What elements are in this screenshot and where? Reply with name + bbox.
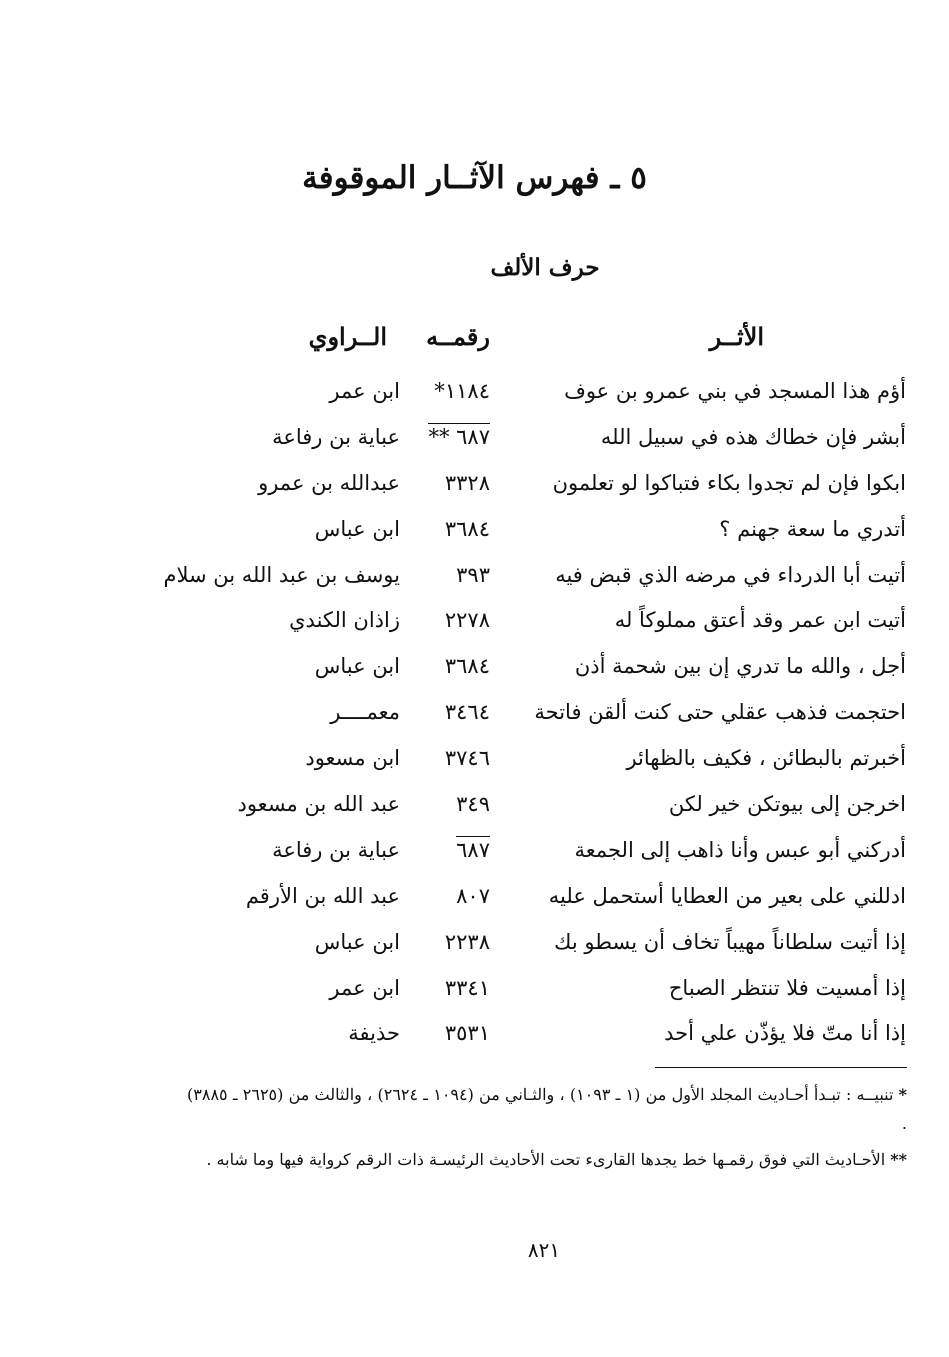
rawi-name: زاذان الكندي (289, 608, 400, 633)
footnote-text: تنبيــه : تبـدأ أحـاديث المجلد الأول من (١ ـ ١٠٩٣) ، والثـاني من (١٠٩٤ ـ ٢٦٢٤) ، والثالث من (٢٦٢٥ ـ ٣٨٨٥) . (187, 1085, 907, 1133)
athar-number: ٣٩٣ (456, 562, 490, 587)
table-row (0, 694, 949, 740)
athar-number: ٨٠٧ (456, 883, 490, 908)
table-row (0, 602, 949, 648)
footnote-text: الأحـاديث التي فوق رقمـها خط يجدها القارىء تحت الأحاديث الرئيسـة ذات الرقم كرواية فيها وما شابه . (206, 1150, 886, 1169)
rawi-name: ابن عمر (329, 975, 400, 1000)
table-row (0, 924, 949, 970)
rawi-name: حذيفة (348, 1021, 400, 1046)
footnote (187, 1145, 907, 1174)
footnotes (187, 1080, 907, 1181)
athar-text: ابكوا فإن لم تجدوا بكاء فتباكوا لو تعلمون (552, 470, 906, 495)
athar-text: إذا أنا متّ فلا يؤذّن علي أحد (664, 1021, 906, 1046)
column-header-number: رقمــه (426, 322, 490, 351)
table-row (0, 557, 949, 603)
rawi-name: عبد الله بن الأرقم (245, 883, 400, 908)
athar-text: أؤم هذا المسجد في بني عمرو بن عوف (564, 379, 906, 403)
table-row (0, 373, 949, 419)
athar-number: ٣٧٤٦ (444, 746, 490, 771)
rawi-name: عباية بن رفاعة (272, 424, 400, 449)
rawi-name: عبدالله بن عمرو (258, 470, 400, 495)
table-row (0, 1015, 949, 1061)
athar-number: ٢٢٣٨ (444, 929, 490, 954)
rawi-name: يوسف بن عبد الله بن سلام (163, 562, 400, 587)
rawi-name: ابن مسعود (305, 746, 400, 771)
footnote-marker: ** (890, 1150, 907, 1169)
rawi-name: ابن عباس (314, 654, 400, 679)
rawi-name: ابن عمر (329, 379, 400, 403)
table-row (0, 740, 949, 786)
athar-number: ٣٥٣١ (444, 1021, 490, 1046)
athar-number: ٣٦٨٤ (444, 654, 490, 679)
athar-number: ٢٢٧٨ (444, 608, 490, 633)
table-row (0, 465, 949, 511)
athar-text: ادللني على بعير من العطايا أستحمل عليه (548, 883, 906, 908)
rawi-name: عباية بن رفاعة (272, 837, 400, 862)
athar-text: إذا أمسيت فلا تنتظر الصباح (668, 975, 906, 1000)
index-table (0, 373, 949, 1061)
athar-text: أدركني أبو عبس وأنا ذاهب إلى الجمعة (574, 837, 906, 862)
athar-text: أتدري ما سعة جهنم ؟ (719, 516, 906, 541)
athar-text: أتيت أبا الدرداء في مرضه الذي قبض فيه (555, 562, 906, 587)
page-title: ٥ ـ فهرس الآثــار الموقوفة (302, 160, 647, 196)
athar-text: إذا أتيت سلطاناً مهيباً تخاف أن يسطو بك (554, 929, 906, 954)
athar-number: ٦٨٧ (456, 837, 490, 862)
athar-text: أجل ، والله ما تدري إن بين شحمة أذن (574, 654, 906, 679)
table-row (0, 786, 949, 832)
athar-number: ٣٦٨٤ (444, 516, 490, 541)
footnote-marker: * (898, 1085, 908, 1104)
rawi-name: عبد الله بن مسعود (237, 792, 400, 817)
table-row (0, 419, 949, 465)
page-number: ٨٢١ (527, 1238, 561, 1262)
rawi-name: ابن عباس (314, 929, 400, 954)
table-row (0, 832, 949, 878)
athar-text: اخرجن إلى بيوتكن خير لكن (668, 792, 906, 817)
athar-text: أخبرتم بالبطائن ، فكيف بالظهائر (626, 746, 906, 771)
table-row (0, 970, 949, 1016)
table-row (0, 648, 949, 694)
footnote-divider (655, 1067, 907, 1068)
rawi-name: معمــــر (330, 700, 400, 725)
section-title: حرف الألف (490, 254, 600, 281)
athar-number: ٣٣٢٨ (444, 470, 490, 495)
athar-number: ٣٣٤١ (444, 975, 490, 1000)
rawi-name: ابن عباس (314, 516, 400, 541)
column-header-athar: الأثــر (709, 322, 764, 351)
athar-number: ١١٨٤* (434, 379, 490, 403)
athar-text: أتيت ابن عمر وقد أعتق مملوكاً له (614, 608, 906, 633)
column-header-rawi: الــراوي (308, 322, 387, 351)
athar-text: احتجمت فذهب عقلي حتى كنت ألقن فاتحة (534, 700, 906, 725)
table-row (0, 511, 949, 557)
table-row (0, 878, 949, 924)
athar-number: ٦٨٧ ** (428, 424, 490, 449)
athar-number: ٣٤٩ (456, 792, 490, 817)
athar-number: ٣٤٦٤ (444, 700, 490, 725)
footnote (187, 1080, 907, 1138)
athar-text: أبشر فإن خطاك هذه في سبيل الله (600, 424, 906, 449)
